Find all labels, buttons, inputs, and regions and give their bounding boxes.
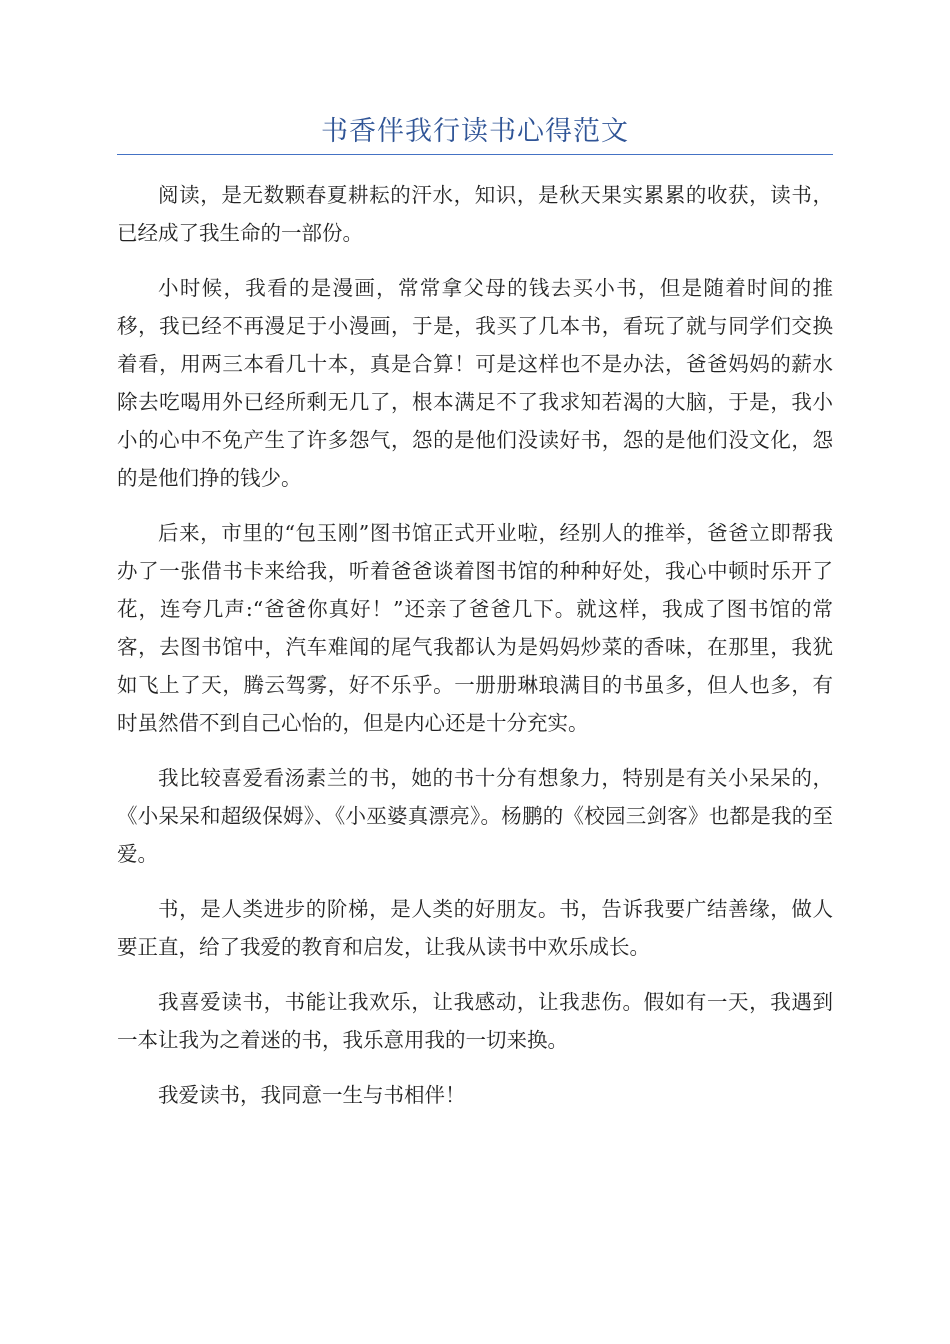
title-underline <box>117 154 833 155</box>
document-title: 书香伴我行读书心得范文 <box>321 116 629 147</box>
paragraph: 小时候，我看的是漫画，常常拿父母的钱去买小书，但是随着时间的推移，我已经不再漫足于小漫画，于是，我买了几本书，看玩了就与同学们交换着看，用两三本看几十本，真是合算！可是这样也不是办法，爸爸妈妈的薪水除去吃喝用外已经所剩无几了，根本满足不了我求知若渴的大脑，于是，我小小的心中不免产生了许多怨气，怨的是他们没读好书，怨的是他们没文化，怨的是他们挣的钱少。 <box>117 276 833 490</box>
paragraph: 阅读，是无数颗春夏耕耘的汗水，知识，是秋天果实累累的收获，读书，已经成了我生命的一部份。 <box>117 183 833 245</box>
paragraph: 后来，市里的“包玉刚”图书馆正式开业啦，经别人的推举，爸爸立即帮我办了一张借书卡来给我，听着爸爸谈着图书馆的种种好处，我心中顿时乐开了花，连夸几声:“爸爸你真好！”还亲了爸爸几下。就这样，我成了图书馆的常客，去图书馆中，汽车难闻的尾气我都认为是妈妈炒菜的香味，在那里，我犹如飞上了天，腾云驾雾，好不乐乎。一册册琳琅满目的书虽多，但人也多，有时虽然借不到自己心怡的，但是内心还是十分充实。 <box>117 521 833 735</box>
document-body <box>117 176 833 1131</box>
paragraph: 我爱读书，我同意一生与书相伴！ <box>158 1083 466 1107</box>
paragraph: 书，是人类进步的阶梯，是人类的好朋友。书，告诉我要广结善缘，做人要正直，给了我爱的教育和启发，让我从读书中欢乐成长。 <box>117 897 833 959</box>
paragraph: 我比较喜爱看汤素兰的书，她的书十分有想象力，特别是有关小呆呆的，《小呆呆和超级保姆》、《小巫婆真漂亮》。杨鹏的《校园三剑客》也都是我的至爱。 <box>117 766 833 866</box>
paragraph: 我喜爱读书，书能让我欢乐，让我感动，让我悲伤。假如有一天，我遇到一本让我为之着迷的书，我乐意用我的一切来换。 <box>117 990 833 1052</box>
